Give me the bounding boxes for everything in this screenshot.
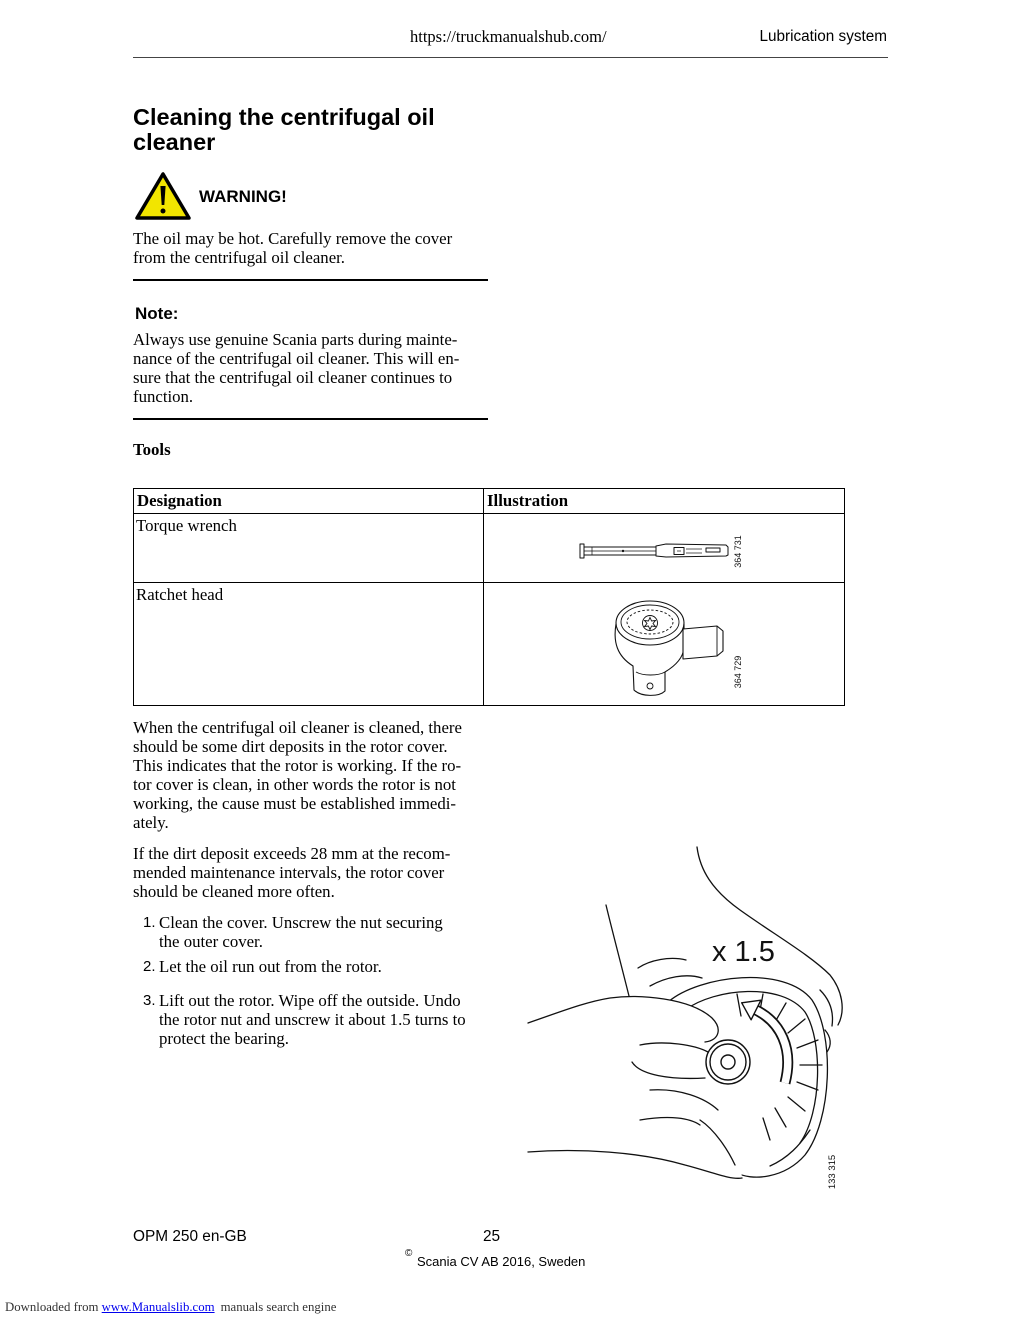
header-url: https://truckmanualshub.com/ xyxy=(410,27,607,46)
table-cell-designation: Torque wrench xyxy=(136,516,237,535)
note-text-line: sure that the centrifugal oil cleaner continues to xyxy=(133,368,453,387)
step-text-line: Lift out the rotor. Wipe off the outside. Undo xyxy=(159,991,461,1010)
download-suffix: manuals search engine xyxy=(220,1300,337,1314)
step-text xyxy=(159,991,466,1048)
paragraph-line: If the dirt deposit exceeds 28 mm at the recom- xyxy=(133,844,451,863)
step-number: 3. xyxy=(143,992,156,1009)
figure-number-label: 364 729 xyxy=(733,655,743,689)
note-text-line: function. xyxy=(133,387,194,406)
page-title-line-1: Cleaning the centrifugal oil xyxy=(133,104,435,130)
tools-table xyxy=(133,488,845,706)
ratchet-head-illustration xyxy=(603,598,748,700)
warning-label: WARNING! xyxy=(199,187,287,206)
note-label: Note: xyxy=(135,304,179,323)
tools-heading: Tools xyxy=(133,440,171,459)
step-text-line: Clean the cover. Unscrew the nut securing xyxy=(159,913,443,932)
step-text-line: the outer cover. xyxy=(159,932,263,951)
paragraph-line: This indicates that the rotor is working. If the ro- xyxy=(133,756,462,775)
step-text-line: protect the bearing. xyxy=(159,1029,289,1048)
paragraph-line: When the centrifugal oil cleaner is cleaned, there xyxy=(133,718,462,737)
download-prefix: Downloaded from xyxy=(5,1300,99,1314)
unscrew-rotor-nut-illustration xyxy=(520,840,850,1200)
warning-divider xyxy=(133,279,488,281)
step-number: 1. xyxy=(143,914,156,931)
page-title-line-2: cleaner xyxy=(133,129,216,155)
note-divider xyxy=(133,418,488,420)
paragraph-line: tor cover is clean, in other words the rotor is not xyxy=(133,775,456,794)
body-paragraph xyxy=(133,844,450,901)
paragraph-line: should be some dirt deposits in the rotor cover. xyxy=(133,737,448,756)
page-title xyxy=(133,105,435,155)
paragraph-line: mended maintenance intervals, the rotor cover xyxy=(133,863,445,882)
copyright-symbol: © xyxy=(405,1248,413,1259)
table-header-illustration: Illustration xyxy=(487,491,569,510)
figure-number-label: 364 731 xyxy=(733,535,743,568)
torque-wrench-illustration xyxy=(578,533,745,570)
paragraph-line: working, the cause must be established immedi- xyxy=(133,794,456,813)
header-section-title: Lubrication system xyxy=(759,28,887,45)
table-column-divider xyxy=(483,489,484,705)
warning-text xyxy=(133,229,452,267)
warning-text-line: from the centrifugal oil cleaner. xyxy=(133,248,346,267)
warning-text-line: The oil may be hot. Carefully remove the cover xyxy=(133,229,453,248)
step-number: 2. xyxy=(143,958,156,975)
table-row-divider xyxy=(134,513,844,514)
figure-number-label: 133 315 xyxy=(827,1154,838,1190)
step-text-line: Let the oil run out from the rotor. xyxy=(159,957,382,976)
warning-triangle-icon xyxy=(134,171,192,221)
footer-page-number: 25 xyxy=(483,1228,501,1245)
step-text-line: the rotor nut and unscrew it about 1.5 turns to xyxy=(159,1010,466,1029)
paragraph-line: should be cleaned more often. xyxy=(133,882,335,901)
table-row-divider xyxy=(134,582,844,583)
note-text-line: Always use genuine Scania parts during mainte- xyxy=(133,330,458,349)
turns-annotation: x 1.5 xyxy=(712,936,775,968)
footer-copyright: Scania CV AB 2016, Sweden xyxy=(417,1254,586,1269)
download-attribution xyxy=(5,1299,336,1315)
paragraph-line: ately. xyxy=(133,813,169,832)
body-paragraph xyxy=(133,718,462,832)
step-text xyxy=(159,913,443,951)
footer-document-code: OPM 250 en-GB xyxy=(133,1228,247,1245)
step-text xyxy=(159,957,382,976)
note-text xyxy=(133,330,459,406)
note-text-line: nance of the centrifugal oil cleaner. This will en- xyxy=(133,349,460,368)
header-rule xyxy=(133,57,888,58)
manualslib-link[interactable]: www.Manualslib.com xyxy=(101,1300,215,1314)
table-cell-designation: Ratchet head xyxy=(136,585,224,604)
table-header-designation: Designation xyxy=(137,491,222,510)
